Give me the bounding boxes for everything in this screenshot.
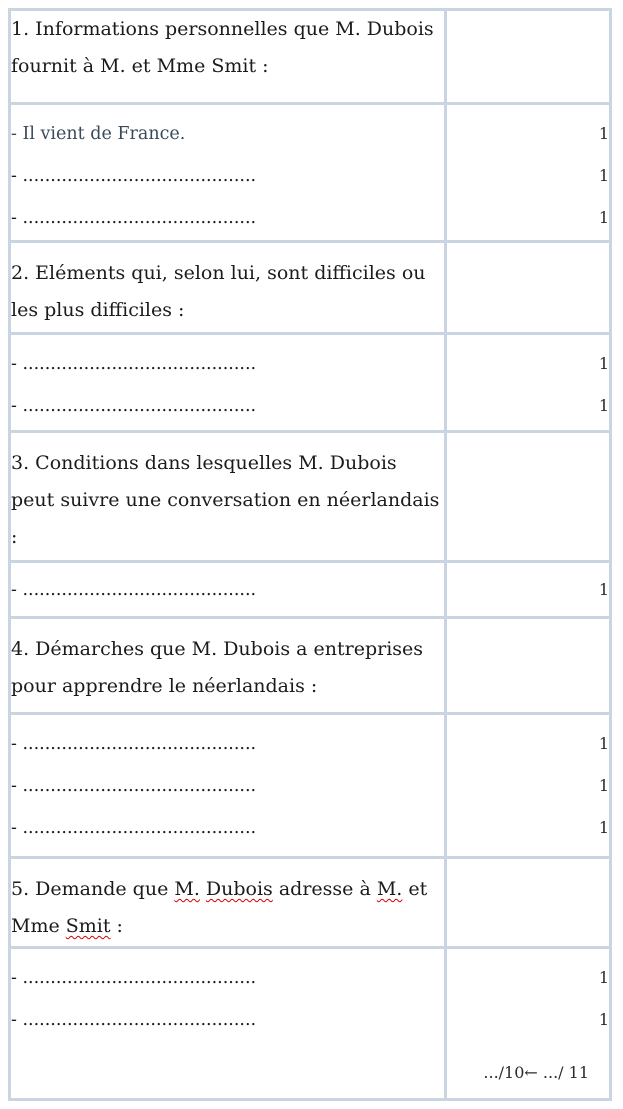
section-1-answer-row — [10, 104, 611, 242]
point-value: 1 — [598, 968, 609, 987]
section-5-answer-row — [10, 948, 611, 1100]
section-3-question — [10, 432, 446, 562]
points-cell-empty — [445, 618, 610, 714]
question-text: 2. Eléments qui, selon lui, sont difficiles ou les plus difficiles : — [11, 262, 426, 321]
section-2-answers — [10, 334, 446, 432]
points-cell-empty — [445, 10, 610, 104]
point-value: 1 — [598, 166, 609, 185]
section-3-points — [445, 562, 610, 618]
section-2-answer-row — [10, 334, 611, 432]
point-value: 1 — [598, 776, 609, 795]
question-text: 4. Démarches que M. Dubois a entreprises pour apprendre le néerlandais : — [11, 638, 424, 697]
section-4-points — [445, 714, 610, 858]
section-5-question — [10, 858, 446, 948]
answer-blank-line[interactable]: - .......................................... — [11, 396, 257, 416]
section-3-answer-row — [10, 562, 611, 618]
section-4-question-row — [10, 618, 611, 714]
section-4-answer-row — [10, 714, 611, 858]
section-4-answers — [10, 714, 446, 858]
point-value: 1 — [598, 734, 609, 753]
answer-blank-line[interactable]: - .......................................... — [11, 776, 257, 796]
points-cell-empty — [445, 432, 610, 562]
section-4-question — [10, 618, 446, 714]
answer-blank-line[interactable]: - .......................................... — [11, 734, 257, 754]
questionnaire-table — [8, 8, 612, 1101]
point-value: 1 — [598, 354, 609, 373]
section-2-points — [445, 334, 610, 432]
section-3-question-row — [10, 432, 611, 562]
section-1-question — [10, 10, 446, 104]
score-total: .../10← .../ 11 — [483, 1063, 589, 1082]
points-cell-empty — [445, 242, 610, 334]
section-1-points — [445, 104, 610, 242]
section-1-question-row — [10, 10, 611, 104]
point-value: 1 — [598, 580, 609, 599]
answer-line: - Il vient de France. — [11, 124, 186, 144]
question-text: 1. Informations personnelles que M. Dubois fournit à M. et Mme Smit : — [11, 18, 434, 77]
section-2-question — [10, 242, 446, 334]
answer-blank-line[interactable]: - .......................................... — [11, 968, 257, 988]
section-5-answers — [10, 948, 446, 1100]
answer-blank-line[interactable]: - .......................................... — [11, 354, 257, 374]
answer-blank-line[interactable]: - .......................................... — [11, 208, 257, 228]
points-cell-empty — [445, 858, 610, 948]
section-1-answers — [10, 104, 446, 242]
section-2-question-row — [10, 242, 611, 334]
point-value: 1 — [598, 208, 609, 227]
point-value: 1 — [598, 818, 609, 837]
answer-blank-line[interactable]: - .......................................... — [11, 1010, 257, 1030]
question-text: 5. Demande que M. Dubois adresse à M. et Mme Smit : — [11, 878, 428, 937]
question-text: 3. Conditions dans lesquelles M. Dubois peut suivre une conversation en néerlandais : — [11, 452, 440, 548]
point-value: 1 — [598, 124, 609, 143]
answer-blank-line[interactable]: - .......................................... — [11, 580, 257, 600]
point-value: 1 — [598, 1010, 609, 1029]
point-value: 1 — [598, 396, 609, 415]
answer-blank-line[interactable]: - .......................................... — [11, 818, 257, 838]
section-5-points — [445, 948, 610, 1100]
section-3-answers — [10, 562, 446, 618]
answer-blank-line[interactable]: - .......................................... — [11, 166, 257, 186]
section-5-question-row — [10, 858, 611, 948]
